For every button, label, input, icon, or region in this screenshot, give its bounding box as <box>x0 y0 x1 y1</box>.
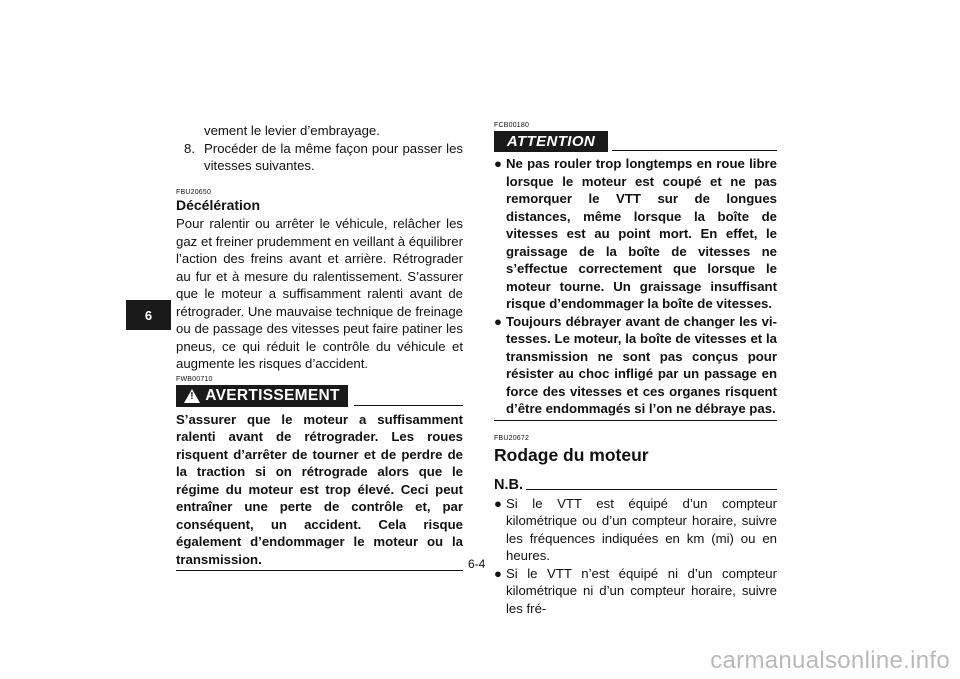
deceleration-body: Pour ralentir ou arrêter le véhicule, relâcher les gaz et freiner prudemment en veillant à équilibrer l’action des freins avant et arrière. Rétrograder au fur et à mesure du ralentissement. S’assurer que le moteur a suffisamment ralenti avant de rétrograder. Une mauvaise technique de freinage ou de passage des vitesses peut faire patiner les pneus, ce qui réduit le contrôle du véhicule et augmente les risques d’accident. <box>176 216 463 371</box>
bullet-icon: ● <box>494 495 502 511</box>
warning-label: AVERTISSEMENT <box>205 386 340 404</box>
list-item: ● Toujours débrayer avant de changer les vitesses. Le moteur, la boîte de vitesses et la transmission ne sont pas conçus pour résister au choc infligé par un passage en force des vitesses et ces organes risquent d’être endommagés si l’on ne débraye pas. <box>494 313 777 416</box>
warning-badge <box>176 385 348 407</box>
nb-list <box>494 495 777 618</box>
section-title-rodage: Rodage du moteur <box>494 444 649 465</box>
attention-list <box>494 155 777 418</box>
list-item: ● Si le VTT n’est équipé ni d’un compteur kilométrique ni d’un compteur horaire, suivre les fré- <box>494 565 777 616</box>
bullet-icon: ● <box>494 565 502 581</box>
right-column <box>494 122 777 617</box>
attention-code: FCB00180 <box>494 122 530 129</box>
left-column <box>176 122 463 571</box>
chapter-tab <box>126 300 171 330</box>
bullet-icon: ● <box>494 156 502 171</box>
section-code: FBU20672 <box>494 434 530 442</box>
nb-header-rule <box>526 489 777 490</box>
step-text: Procéder de la même façon pour passer les vitesses suivantes. <box>204 140 463 173</box>
step-8 <box>176 140 463 175</box>
warning-header-rule <box>354 405 463 406</box>
chapter-number: 6 <box>144 307 153 323</box>
warning-code: FWB00710 <box>176 375 213 383</box>
page-number: 6-4 <box>468 557 486 571</box>
watermark: carmanualsonline.info <box>710 647 950 674</box>
nb-label: N.B. <box>494 476 523 493</box>
warning-end-rule <box>176 570 463 571</box>
nb-header <box>494 477 777 495</box>
attention-header <box>494 131 777 155</box>
continued-text: vement le levier d’embrayage. <box>204 123 380 138</box>
warning-header <box>176 385 463 411</box>
bullet-icon: ● <box>494 313 502 329</box>
list-item: ● Ne pas rouler trop longtemps en roue libre lorsque le moteur est coupé et ne pas remorquer le VTT sur de longues distances, même lorsque la boîte de vitesses est au point mort. En effet, le graissage de la boîte de vitesses ne s’effectue correctement que lorsque le moteur tourne. Un graissage insuffisant risque d’endommager la boîte de vitesses. <box>494 156 777 311</box>
attention-header-rule <box>612 150 777 151</box>
step-number: 8. <box>184 140 195 156</box>
warning-triangle-icon <box>184 389 200 403</box>
attention-badge <box>494 131 608 152</box>
attention-label: ATTENTION <box>506 132 596 150</box>
warning-text: S’assurer que le moteur a suffisamment ralenti avant de rétrograder. Les roues risquent d’arrêter de tourner et de perdre de la traction si on rétrograde alors que le régime du moteur est trop élevé. Ceci peut entraîner une perte de contrôle et, par conséquent, un accident. Cela risque également d’endommager le moteur ou la transmission. <box>176 411 463 567</box>
section-title-deceleration: Décélération <box>176 196 261 213</box>
list-item: ● Si le VTT est équipé d’un compteur kilométrique ou d’un compteur horaire, suivre les fréquences indiquées en km (mi) ou en heures. <box>494 495 777 563</box>
section-code: FBU20650 <box>176 188 212 196</box>
